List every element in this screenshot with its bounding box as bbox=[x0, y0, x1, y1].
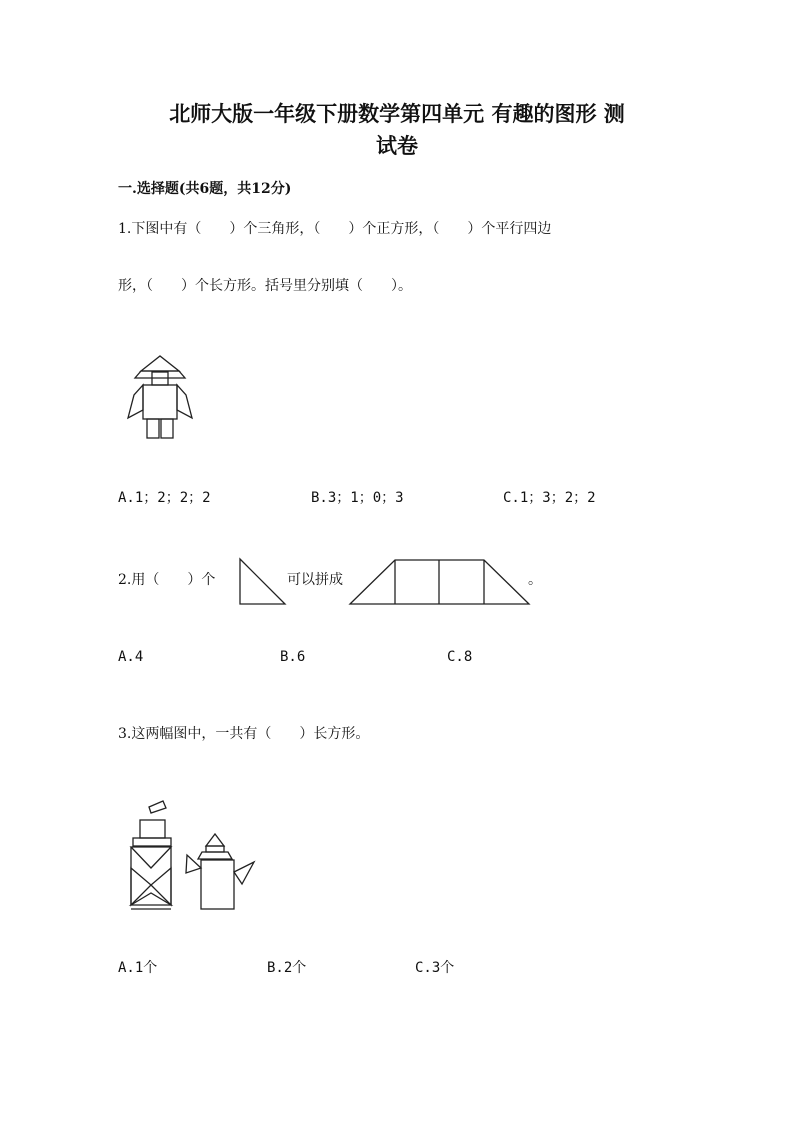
page-title: 北师大版一年级下册数学第四单元 有趣的图形 测 bbox=[169, 101, 625, 126]
question-1-text-line2: 形，（ ）个长方形。括号里分别填（ ）。 bbox=[118, 278, 412, 294]
question-2-option-c[interactable]: C.8 bbox=[447, 649, 473, 665]
question-2-option-b[interactable]: B.6 bbox=[280, 649, 306, 665]
page-title-line2: 试卷 bbox=[376, 133, 418, 158]
question-1-option-a[interactable]: A.1；2；2；2 bbox=[118, 490, 211, 506]
question-3-option-c[interactable]: C.3个 bbox=[415, 960, 455, 976]
question-3-option-b[interactable]: B.2个 bbox=[267, 960, 307, 976]
question-1-text: 1.下图中有（ ）个三角形，（ ）个正方形，（ ）个平行四边 bbox=[118, 221, 552, 237]
question-1-option-b[interactable]: B.3；1；0；3 bbox=[311, 490, 404, 506]
section-heading: 一.选择题(共6题，共12分) bbox=[118, 181, 292, 197]
question-2-prefix: 2.用（ ）个 bbox=[118, 572, 216, 588]
question-2-option-a[interactable]: A.4 bbox=[118, 649, 144, 665]
question-2-suffix: 。 bbox=[528, 572, 542, 588]
question-3-text: 3.这两幅图中，一共有（ ）长方形。 bbox=[118, 726, 370, 742]
question-2-middle: 可以拼成 bbox=[287, 572, 343, 588]
question-3-option-a[interactable]: A.1个 bbox=[118, 960, 158, 976]
question-1-option-c[interactable]: C.1；3；2；2 bbox=[503, 490, 596, 506]
